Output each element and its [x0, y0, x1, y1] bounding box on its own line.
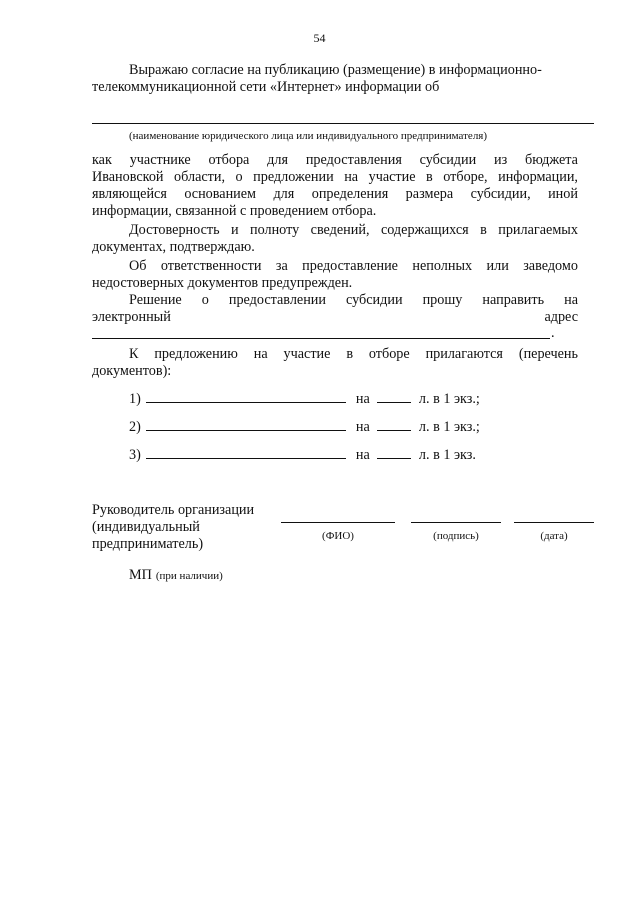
word: (перечень	[518, 346, 578, 362]
page-number: 54	[313, 31, 326, 45]
consent-line-1: Выражаю согласие на публикацию (размещение) в информационно-	[129, 62, 542, 78]
word: заведомо	[523, 258, 578, 274]
word: или	[486, 258, 509, 274]
word: из	[494, 152, 508, 168]
word: участнике	[129, 152, 191, 168]
attachments-intro-line-1	[129, 346, 578, 362]
responsibility-line-2: недостоверных документов предупрежден.	[92, 275, 353, 291]
continuation-line-2	[92, 169, 578, 185]
stamp-note: (при наличии)	[155, 570, 223, 582]
word: в	[346, 346, 354, 362]
word: размера	[405, 186, 454, 202]
word: Об	[129, 258, 147, 274]
word: за	[275, 258, 288, 274]
reliability-line-2: документах, подтверждаю.	[92, 239, 255, 255]
word: в	[426, 169, 433, 185]
entity-name-field	[92, 123, 594, 124]
fio-field	[281, 522, 395, 523]
stamp-placeholder	[129, 566, 223, 584]
sheet-count-field	[377, 390, 411, 403]
word: сведений,	[310, 222, 370, 238]
word: основанием	[184, 186, 257, 202]
word: для	[267, 152, 288, 168]
reliability-line-1	[129, 222, 578, 238]
email-address-field	[92, 338, 550, 339]
signatory-line-3: предприниматель)	[92, 536, 204, 552]
word: предоставление	[302, 258, 398, 274]
word: предложении	[253, 169, 334, 185]
word: в	[480, 222, 487, 238]
document-name-field	[146, 418, 346, 431]
date-caption: (дата)	[540, 530, 568, 542]
word: предложению	[154, 346, 238, 362]
word: Ивановской	[92, 169, 164, 185]
word: отборе	[368, 346, 410, 362]
word: субсидии,	[470, 186, 531, 202]
word: о	[235, 169, 243, 185]
attachments-intro-line-2: документов):	[92, 363, 172, 379]
word: на	[564, 292, 578, 308]
word: Решение	[129, 292, 182, 308]
word: содержащихся	[380, 222, 469, 238]
entity-caption: (наименование юридического лица или индивидуального предпринимателя)	[129, 130, 488, 142]
continuation-line-3	[92, 186, 578, 202]
continuation-line-4: информации, связанной с проведением отбора.	[92, 203, 377, 219]
item-on: на	[355, 447, 370, 463]
sheet-count-field	[377, 446, 411, 459]
word: предоставления	[305, 152, 402, 168]
word: для	[273, 186, 295, 202]
attachment-item-3	[129, 446, 476, 463]
attachment-item-1	[129, 390, 480, 407]
item-number: 3)	[129, 447, 141, 463]
word: прошу	[422, 292, 463, 308]
word: отборе,	[443, 169, 488, 185]
word: прилагаются	[425, 346, 503, 362]
attachment-item-2	[129, 418, 480, 435]
word: электронный	[92, 309, 171, 325]
word: неполных	[412, 258, 473, 274]
word: на	[344, 169, 359, 185]
item-suffix: л. в 1 экз.;	[418, 419, 480, 435]
item-number: 2)	[129, 419, 141, 435]
word: о	[201, 292, 209, 308]
sheet-count-field	[377, 418, 411, 431]
stamp-label: МП	[129, 567, 152, 583]
word: отбора	[208, 152, 250, 168]
word: К	[129, 346, 139, 362]
signatory-line-1: Руководитель организации	[92, 502, 255, 518]
word: адрес	[544, 309, 578, 325]
decision-line-2	[92, 309, 578, 325]
word: направить	[482, 292, 545, 308]
word: предоставлении	[228, 292, 326, 308]
consent-line-2: телекоммуникационной сети «Интернет» информации об	[92, 79, 440, 95]
word: ответственности	[160, 258, 262, 274]
decision-line-1	[129, 292, 578, 308]
signature-caption: (подпись)	[433, 530, 479, 542]
word: на	[253, 346, 268, 362]
word: иной	[548, 186, 578, 202]
word: полноту	[250, 222, 300, 238]
item-number: 1)	[129, 391, 141, 407]
continuation-line-1	[92, 152, 578, 168]
fio-caption: (ФИО)	[322, 530, 354, 542]
responsibility-line-1	[129, 258, 578, 274]
word: и	[230, 222, 239, 238]
word: бюджета	[525, 152, 578, 168]
word: участие	[368, 169, 416, 185]
word: прилагаемых	[498, 222, 578, 238]
item-on: на	[355, 419, 370, 435]
word: субсидии	[346, 292, 403, 308]
item-suffix: л. в 1 экз.	[418, 447, 476, 463]
signature-field	[411, 522, 501, 523]
signatory-line-2: (индивидуальный	[92, 519, 200, 535]
word: области,	[174, 169, 226, 185]
document-name-field	[146, 446, 346, 459]
word: как	[92, 152, 112, 168]
word: участие	[283, 346, 331, 362]
item-on: на	[355, 391, 370, 407]
word: Достоверность	[129, 222, 220, 238]
word: информации,	[498, 169, 578, 185]
document-name-field	[146, 390, 346, 403]
word: субсидии	[419, 152, 477, 168]
date-field	[514, 522, 594, 523]
item-suffix: л. в 1 экз.;	[418, 391, 480, 407]
word: являющейся	[92, 186, 167, 202]
word: определения	[311, 186, 389, 202]
email-line-end: .	[551, 325, 555, 341]
